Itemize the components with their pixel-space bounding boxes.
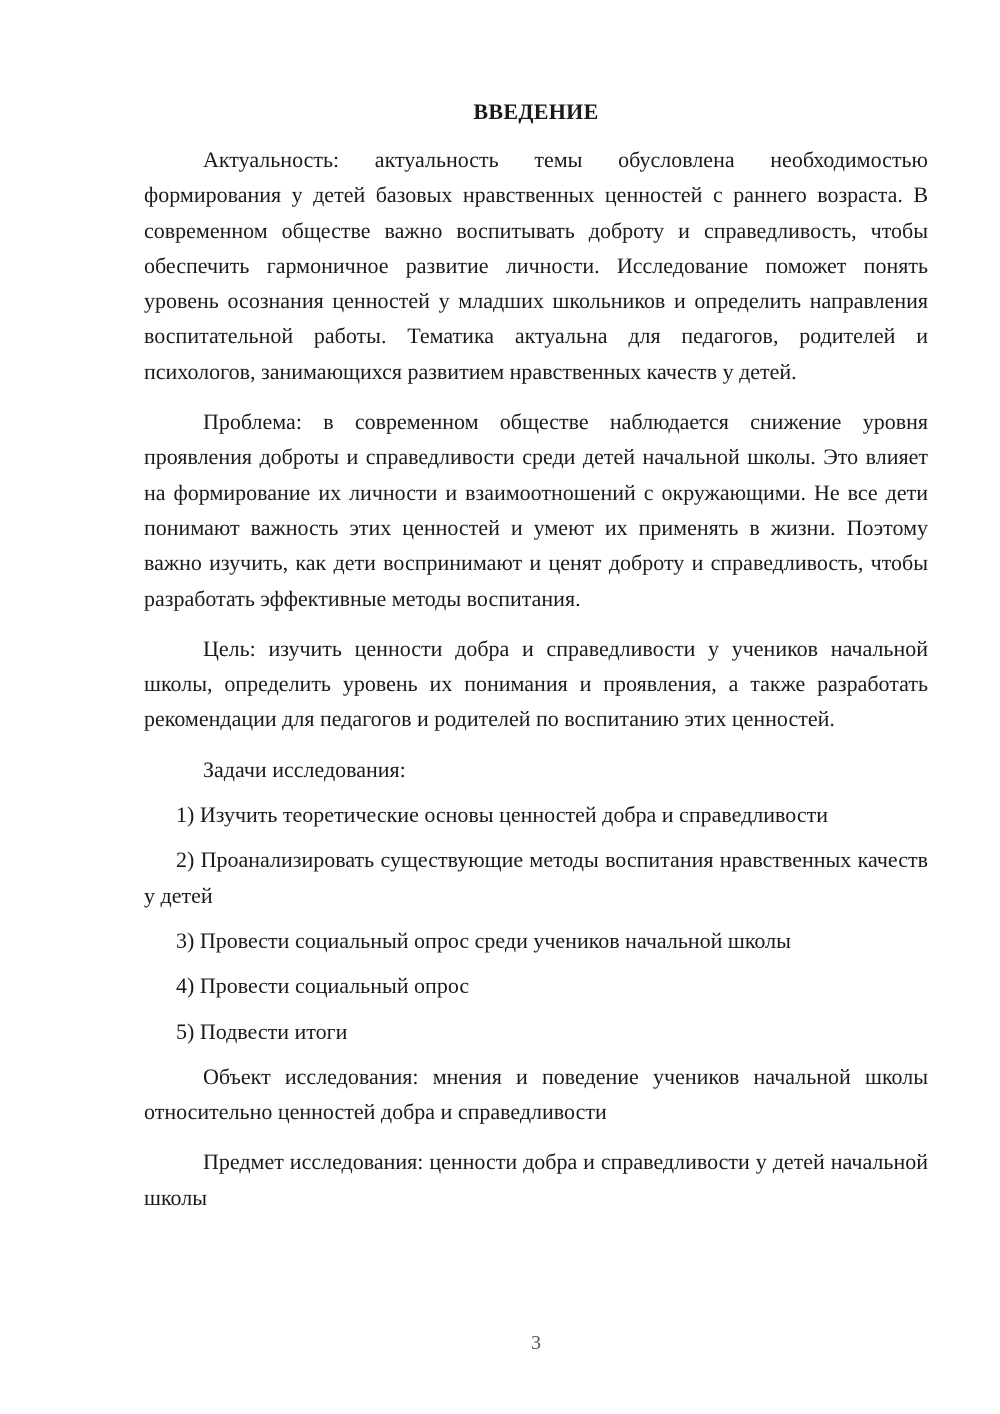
task-item-1: 1) Изучить теоретические основы ценностей добра и справедливости bbox=[176, 802, 828, 828]
relevance-paragraph: Актуальность: актуальность темы обусловлена необходимостью формирования у детей базовых нравственных ценностей с раннего возраста. В современном обществе важно воспитывать доброту и справедливость, чтобы обеспечить гармоничное развитие личности. Исследование поможет понять уровень осознания ценностей у младших школьников и определить направления воспитательной работы. Тематика актуальна для педагогов, родителей и психологов, занимающихся развитием нравственных качеств у детей. bbox=[144, 147, 928, 384]
subject-paragraph: Предмет исследования: ценности добра и справедливости у детей начальной школы bbox=[144, 1149, 928, 1210]
problem-paragraph: Проблема: в современном обществе наблюдается снижение уровня проявления доброты и справедливости среди детей начальной школы. Это влияет на формирование их личности и взаимоотношений с окружающими. Не все дети понимают важность этих ценностей и умеют их применять в жизни. Поэтому важно изучить, как дети воспринимают и ценят доброту и справедливость, чтобы разработать эффективные методы воспитания. bbox=[144, 409, 928, 611]
task-item-3: 3) Провести социальный опрос среди учеников начальной школы bbox=[176, 927, 791, 953]
goal-paragraph: Цель: изучить ценности добра и справедливости у учеников начальной школы, определить уровень их понимания и проявления, а также разработать рекомендации для педагогов и родителей по воспитанию этих ценностей. bbox=[144, 635, 928, 732]
tasks-list bbox=[144, 797, 928, 1049]
task-item-4: 4) Провести социальный опрос bbox=[176, 973, 470, 999]
object-paragraph: Объект исследования: мнения и поведение учеников начальной школы относительно ценностей добра и справедливости bbox=[144, 1063, 928, 1125]
page-content bbox=[144, 94, 928, 1230]
task-item-5: 5) Подвести итоги bbox=[176, 1018, 348, 1044]
section-title: ВВЕДЕНИЕ bbox=[473, 99, 599, 124]
tasks-heading: Задачи исследования: bbox=[203, 756, 406, 782]
page-number: 3 bbox=[531, 1332, 541, 1354]
task-item-2: 2) Проанализировать существующие методы воспитания нравственных качеств у детей bbox=[144, 847, 928, 908]
